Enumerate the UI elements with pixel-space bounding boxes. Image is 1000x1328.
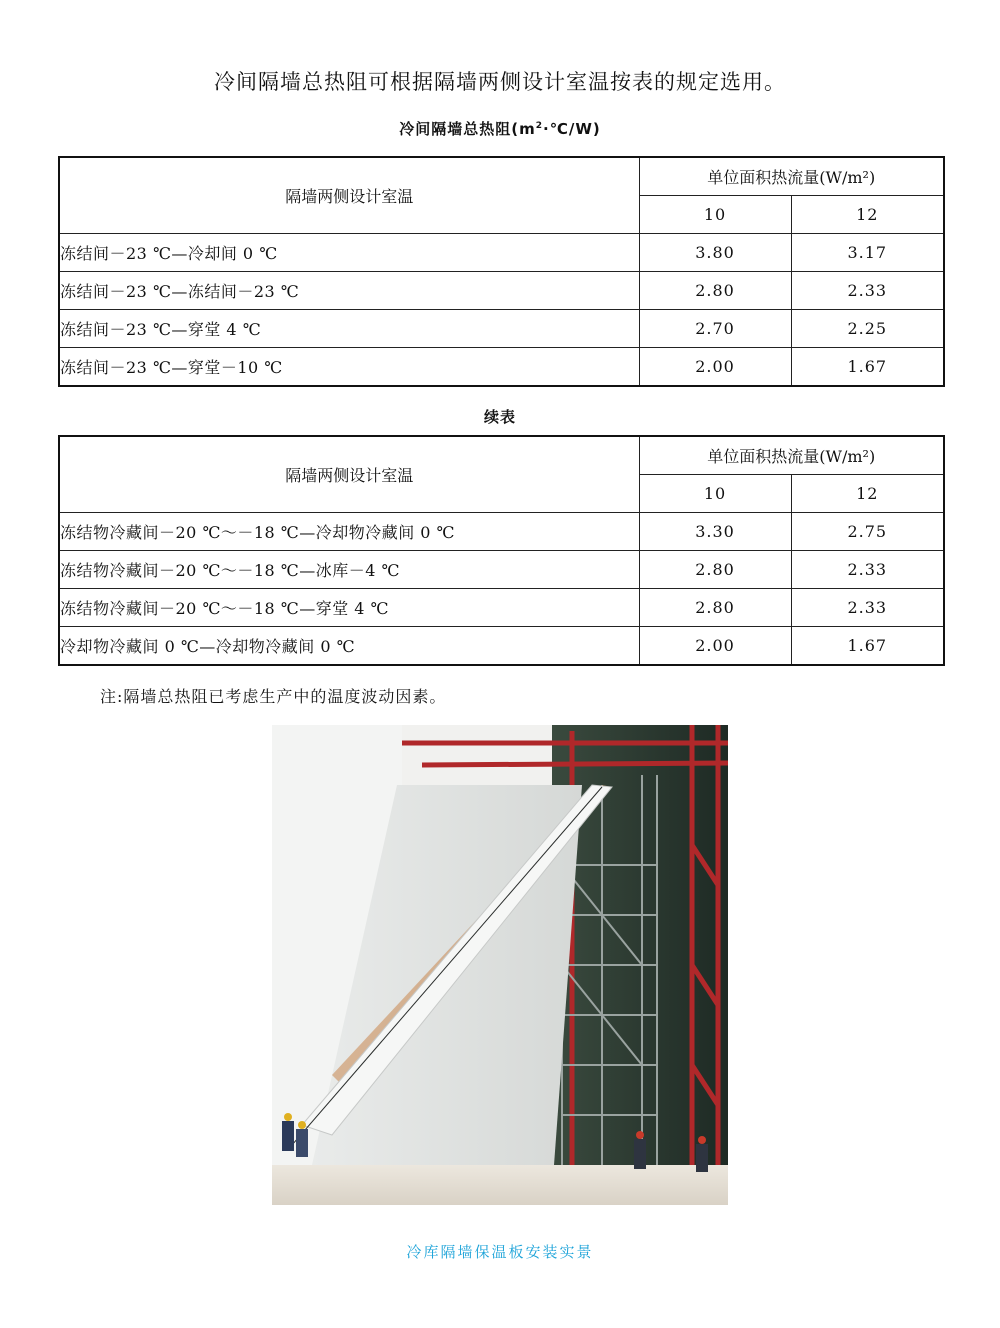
row-label: 冻结物冷藏间－20 ℃～－18 ℃—穿堂 4 ℃ bbox=[59, 589, 639, 627]
continued-caption: 续表 bbox=[483, 408, 516, 426]
row-label: 冻结间－23 ℃—冻结间－23 ℃ bbox=[59, 272, 639, 310]
header-flux-10: 10 bbox=[639, 196, 791, 234]
table-caption-main: 冷间隔墙总热阻(m bbox=[399, 120, 536, 138]
table-caption bbox=[0, 118, 1000, 139]
table-row bbox=[59, 551, 944, 589]
value-flux-10: 2.80 bbox=[639, 589, 791, 627]
value-flux-12: 2.25 bbox=[791, 310, 944, 348]
header-heat-flux: 单位面积热流量(W/m²) bbox=[639, 157, 944, 196]
value-flux-12: 1.67 bbox=[791, 627, 944, 666]
row-label: 冻结间－23 ℃—穿堂 4 ℃ bbox=[59, 310, 639, 348]
header-wall-temperatures: 隔墙两侧设计室温 bbox=[59, 157, 639, 234]
thermal-resistance-table-continued bbox=[58, 435, 945, 666]
table-row bbox=[59, 272, 944, 310]
value-flux-10: 2.00 bbox=[639, 348, 791, 387]
installation-photo bbox=[272, 725, 728, 1205]
table-row bbox=[59, 513, 944, 551]
value-flux-12: 2.33 bbox=[791, 551, 944, 589]
thermal-resistance-table bbox=[58, 156, 945, 387]
row-label: 冻结物冷藏间－20 ℃～－18 ℃—冷却物冷藏间 0 ℃ bbox=[59, 513, 639, 551]
table-caption-sup: 2 bbox=[535, 121, 543, 131]
header-flux-12: 12 bbox=[791, 196, 944, 234]
row-label: 冷却物冷藏间 0 ℃—冷却物冷藏间 0 ℃ bbox=[59, 627, 639, 666]
table-row bbox=[59, 589, 944, 627]
value-flux-10: 2.80 bbox=[639, 551, 791, 589]
table-note: 注:隔墙总热阻已考虑生产中的温度波动因素。 bbox=[100, 687, 447, 706]
value-flux-10: 2.70 bbox=[639, 310, 791, 348]
table-row bbox=[59, 348, 944, 387]
value-flux-10: 2.00 bbox=[639, 627, 791, 666]
value-flux-12: 2.33 bbox=[791, 589, 944, 627]
table-caption-tail: ·℃/W) bbox=[543, 120, 601, 138]
value-flux-12: 2.75 bbox=[791, 513, 944, 551]
value-flux-10: 3.30 bbox=[639, 513, 791, 551]
table-row bbox=[59, 310, 944, 348]
value-flux-12: 2.33 bbox=[791, 272, 944, 310]
row-label: 冻结间－23 ℃—冷却间 0 ℃ bbox=[59, 234, 639, 272]
table-row bbox=[59, 627, 944, 666]
value-flux-10: 2.80 bbox=[639, 272, 791, 310]
header-heat-flux: 单位面积热流量(W/m²) bbox=[639, 436, 944, 475]
value-flux-12: 1.67 bbox=[791, 348, 944, 387]
intro-text: 冷间隔墙总热阻可根据隔墙两侧设计室温按表的规定选用。 bbox=[214, 70, 786, 94]
table-row bbox=[59, 234, 944, 272]
value-flux-12: 3.17 bbox=[791, 234, 944, 272]
floor bbox=[272, 1165, 728, 1205]
row-label: 冻结间－23 ℃—穿堂－10 ℃ bbox=[59, 348, 639, 387]
photo-caption: 冷库隔墙保温板安装实景 bbox=[406, 1243, 594, 1261]
header-wall-temperatures: 隔墙两侧设计室温 bbox=[59, 436, 639, 513]
header-flux-12: 12 bbox=[791, 475, 944, 513]
header-flux-10: 10 bbox=[639, 475, 791, 513]
value-flux-10: 3.80 bbox=[639, 234, 791, 272]
row-label: 冻结物冷藏间－20 ℃～－18 ℃—冰库－4 ℃ bbox=[59, 551, 639, 589]
